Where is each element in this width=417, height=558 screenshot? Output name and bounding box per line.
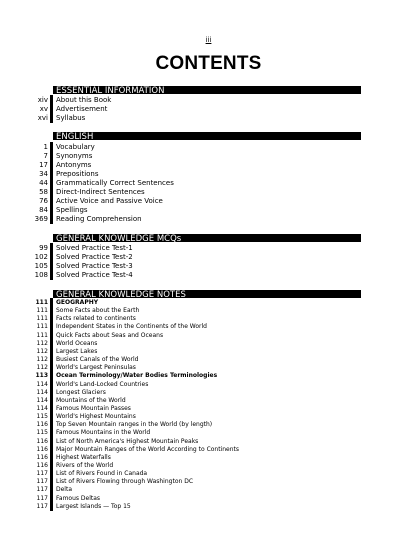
toc-entry[interactable]	[0, 161, 417, 170]
entry-title: Largest Lakes	[56, 347, 98, 355]
entry-title: Mountains of the World	[56, 396, 126, 404]
toc-entry[interactable]	[0, 323, 417, 331]
section-heading: ENGLISH	[53, 130, 361, 140]
entry-page-number: 114	[36, 388, 48, 396]
entry-title: Synonyms	[56, 152, 93, 160]
toc-entry[interactable]	[0, 495, 417, 503]
entry-page-number: 34	[39, 170, 48, 178]
entry-page-number: 111	[35, 299, 48, 306]
entry-page-number: 7	[43, 152, 48, 160]
toc-entry[interactable]	[0, 114, 417, 123]
entry-title: Advertisement	[56, 105, 108, 113]
entry-title: Grammatically Correct Sentences	[56, 179, 174, 187]
entry-page-number: 112	[36, 347, 48, 355]
entry-page-number: 117	[36, 478, 48, 486]
entry-title: About this Book	[56, 96, 112, 104]
entry-title: Quick Facts about Seas and Oceans	[56, 331, 164, 339]
toc-entry[interactable]	[0, 356, 417, 364]
toc-entry[interactable]	[0, 503, 417, 511]
entry-title: Busiest Canals of the World	[56, 356, 139, 364]
entry-title: Solved Practice Test-2	[56, 253, 133, 261]
toc-entry[interactable]	[0, 348, 417, 356]
entry-page-number: 111	[36, 307, 48, 315]
entry-page-number: 117	[36, 486, 48, 494]
entry-title: List of Rivers Found in Canada	[56, 470, 148, 478]
entry-title: Solved Practice Test-1	[56, 244, 133, 252]
toc-entry[interactable]	[0, 152, 417, 161]
entry-title: Prepositions	[56, 170, 99, 178]
entry-title: World's Largest Peninsulas	[56, 364, 136, 372]
entry-page-number: 116	[36, 453, 48, 461]
entry-page-number: 112	[36, 364, 48, 372]
entry-title: Antonyms	[56, 161, 92, 169]
entry-page-number: 116	[36, 445, 48, 453]
entry-title: Delta	[56, 486, 73, 494]
entry-title: World's Highest Mountains	[56, 413, 136, 421]
entry-title: Major Mountain Ranges of the World According to Continents	[56, 445, 240, 453]
entry-page-number: 102	[34, 253, 48, 261]
entry-page-number: 99	[39, 244, 48, 252]
entry-page-number: 112	[36, 356, 48, 364]
toc-entry[interactable]	[0, 486, 417, 494]
section-heading: GENERAL KNOWLEDGE NOTES	[53, 288, 361, 298]
toc-entry[interactable]	[0, 364, 417, 372]
entry-title: Famous Mountains in the World	[56, 429, 151, 437]
toc-entry[interactable]	[0, 299, 417, 307]
entry-title: Solved Practice Test-4	[56, 271, 133, 279]
entry-page-number: 114	[36, 380, 48, 388]
entry-page-number: xvi	[37, 114, 48, 122]
entry-title: Highest Waterfalls	[56, 453, 111, 461]
entry-title: Direct-Indirect Sentences	[56, 188, 145, 196]
entry-page-number: 117	[36, 470, 48, 478]
entry-page-number: 113	[35, 372, 48, 380]
entry-page-number: 112	[36, 339, 48, 347]
toc-entry[interactable]	[0, 179, 417, 188]
entry-title: Spellings	[56, 206, 88, 214]
toc-entry[interactable]	[0, 413, 417, 421]
entry-page-number: 1	[43, 143, 48, 151]
entry-page-number: 84	[39, 206, 48, 214]
toc-entry[interactable]	[0, 244, 417, 253]
page-number: iii	[205, 36, 212, 44]
entry-page-number: xiv	[37, 96, 48, 104]
entry-title: Syllabus	[56, 114, 86, 122]
entry-title: Some Facts about the Earth	[56, 307, 140, 315]
entry-page-number: 111	[36, 331, 48, 339]
toc-entry[interactable]	[0, 478, 417, 486]
toc-entry[interactable]	[0, 454, 417, 462]
entry-page-number: xv	[39, 105, 48, 113]
toc-entry[interactable]	[0, 389, 417, 397]
toc-entry[interactable]	[0, 438, 417, 446]
entry-page-number: 115	[36, 429, 48, 437]
entry-title: World's Land-Locked Countries	[56, 380, 149, 388]
entry-page-number: 115	[36, 413, 48, 421]
entry-title: GEOGRAPHY	[56, 299, 99, 306]
page-title: CONTENTS	[155, 53, 262, 74]
entry-page-number: 17	[39, 161, 48, 169]
entry-title: Famous Mountain Passes	[56, 404, 131, 412]
toc-entry[interactable]	[0, 188, 417, 197]
toc-entry[interactable]	[0, 206, 417, 215]
entry-title: World Oceans	[56, 339, 98, 347]
entry-title: Solved Practice Test-3	[56, 262, 133, 270]
entry-title: Independent States in the Continents of the World	[56, 323, 207, 331]
toc-entry[interactable]	[0, 197, 417, 206]
toc-entry[interactable]	[0, 307, 417, 315]
entry-page-number: 117	[36, 502, 48, 510]
entry-page-number: 114	[36, 396, 48, 404]
toc-entry[interactable]	[0, 470, 417, 478]
entry-title: Ocean Terminology/Water Bodies Terminologies	[56, 372, 218, 380]
toc-entry[interactable]	[0, 332, 417, 340]
toc-entry[interactable]	[0, 170, 417, 179]
entry-title: Vocabulary	[56, 143, 95, 151]
entry-page-number: 44	[39, 179, 48, 187]
entry-page-number: 116	[36, 462, 48, 469]
entry-page-number: 117	[36, 494, 48, 502]
entry-page-number: 108	[34, 271, 48, 279]
toc-entry[interactable]	[0, 381, 417, 389]
entry-page-number: 111	[36, 323, 48, 331]
entry-page-number: 116	[36, 437, 48, 445]
entry-title: Rivers of the World	[56, 462, 114, 469]
toc-entry[interactable]	[0, 96, 417, 105]
toc-entry[interactable]	[0, 372, 417, 380]
toc-entry[interactable]	[0, 429, 417, 437]
entry-page-number: 111	[36, 315, 48, 323]
section-heading: GENERAL KNOWLEDGE MCQs	[53, 232, 361, 242]
toc-entry[interactable]	[0, 340, 417, 348]
toc-entry[interactable]	[0, 405, 417, 413]
entry-title: Largest Islands — Top 15	[56, 502, 131, 510]
toc-entry[interactable]	[0, 271, 417, 280]
entry-page-number: 105	[34, 262, 48, 270]
entry-title: Longest Glaciers	[56, 388, 106, 396]
entry-page-number: 58	[39, 188, 48, 196]
entry-title: Reading Comprehension	[56, 215, 142, 223]
entry-page-number: 114	[36, 404, 48, 412]
entry-page-number: 76	[39, 197, 48, 205]
entry-page-number: 116	[36, 421, 48, 429]
toc-entry[interactable]	[0, 462, 417, 470]
entry-page-number: 369	[34, 215, 48, 223]
section-heading: ESSENTIAL INFORMATION	[53, 84, 361, 94]
toc-entry[interactable]	[0, 421, 417, 429]
entry-title: Top Seven Mountain ranges in the World (by length)	[56, 421, 213, 429]
toc-entry[interactable]	[0, 397, 417, 405]
toc-entry[interactable]	[0, 143, 417, 152]
toc-entry[interactable]	[0, 262, 417, 271]
entry-title: List of Rivers Flowing through Washington DC	[56, 478, 194, 486]
entry-title: Active Voice and Passive Voice	[56, 197, 163, 205]
entry-title: Famous Deltas	[56, 494, 101, 502]
toc-entry[interactable]	[0, 105, 417, 114]
toc-entry[interactable]	[0, 315, 417, 323]
entry-title: List of North America's Highest Mountain Peaks	[56, 437, 199, 445]
entry-title: Facts related to continents	[56, 315, 136, 323]
toc-entry[interactable]	[0, 253, 417, 262]
toc-entry[interactable]	[0, 446, 417, 454]
toc-entry[interactable]	[0, 215, 417, 224]
